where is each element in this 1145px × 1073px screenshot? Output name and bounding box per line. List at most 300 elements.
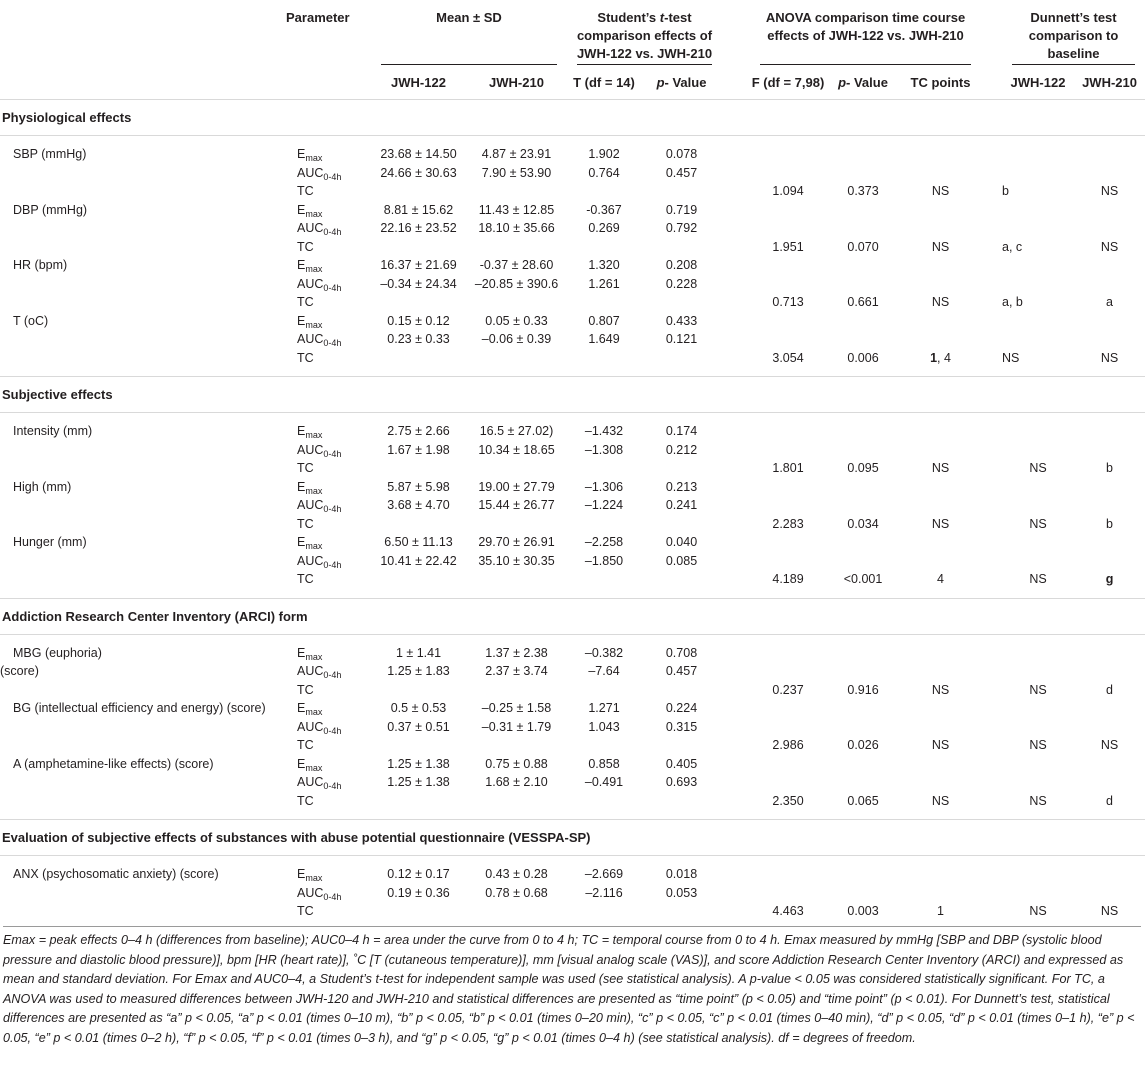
table-cell: 4.189 bbox=[772, 572, 804, 586]
table-cell bbox=[981, 422, 1002, 441]
section-heading bbox=[0, 598, 1145, 634]
table-cell: a bbox=[1106, 295, 1113, 309]
table-cell bbox=[0, 330, 283, 349]
table-cell: 4.463 bbox=[772, 904, 804, 918]
table-cell bbox=[0, 293, 283, 312]
table-cell bbox=[1002, 496, 1074, 515]
table-row bbox=[0, 145, 1145, 164]
table-cell bbox=[1074, 755, 1145, 774]
table-cell: NS bbox=[1029, 461, 1047, 475]
table-cell bbox=[750, 275, 826, 294]
table-cell: Physiological effects bbox=[0, 100, 1145, 136]
table-cell bbox=[371, 681, 466, 700]
table-cell bbox=[567, 681, 641, 700]
table-cell: 0-4h bbox=[323, 891, 342, 902]
anova-header: ANOVA comparison time course effects of JWH-122 vs. JWH-210 bbox=[750, 0, 981, 65]
table-cell bbox=[722, 293, 750, 312]
table-cell: max bbox=[305, 430, 323, 440]
table-cell bbox=[0, 634, 1145, 644]
table-cell bbox=[371, 792, 466, 811]
table-cell: 6.50 ± 11.13 bbox=[384, 535, 453, 549]
table-cell: AUC bbox=[297, 442, 324, 457]
table-row bbox=[0, 164, 1145, 183]
table-cell bbox=[750, 699, 826, 718]
table-cell bbox=[981, 755, 1002, 774]
table-cell bbox=[981, 865, 1002, 884]
table-cell bbox=[722, 312, 750, 331]
table-cell: 0.12 ± 0.17 bbox=[387, 867, 450, 881]
table-cell: –1.850 bbox=[584, 553, 624, 568]
table-cell: 0-4h bbox=[323, 781, 342, 791]
table-cell bbox=[1002, 865, 1074, 884]
table-cell bbox=[567, 459, 641, 478]
table-cell: NS bbox=[931, 239, 950, 254]
table-cell: 22.16 ± 23.52 bbox=[380, 221, 457, 235]
table-cell bbox=[900, 275, 981, 294]
table-cell: Hunger (mm) bbox=[13, 535, 87, 549]
table-cell: p bbox=[656, 74, 665, 90]
p-value-col bbox=[641, 65, 722, 99]
table-cell: TC bbox=[297, 184, 314, 198]
table-cell bbox=[722, 349, 750, 368]
ttest-header bbox=[567, 0, 722, 65]
table-cell bbox=[750, 718, 826, 737]
table-row bbox=[0, 515, 1145, 534]
table-row bbox=[0, 478, 1145, 497]
table-cell bbox=[283, 145, 371, 164]
table-cell bbox=[466, 736, 567, 755]
table-cell: –1.306 bbox=[584, 479, 624, 494]
table-cell: 0.034 bbox=[847, 516, 879, 531]
table-cell bbox=[0, 884, 283, 903]
table-cell bbox=[0, 810, 1145, 820]
table-cell: - Value bbox=[664, 74, 707, 90]
table-cell bbox=[466, 681, 567, 700]
table-cell: 0.23 ± 0.33 bbox=[387, 332, 450, 346]
tc-points-col: TC points bbox=[910, 74, 971, 90]
table-cell: d bbox=[1106, 793, 1113, 808]
table-cell bbox=[1002, 773, 1074, 792]
table-cell bbox=[1002, 201, 1074, 220]
table-cell: a, b bbox=[1002, 295, 1023, 309]
table-cell: 19.00 ± 27.79 bbox=[478, 479, 555, 494]
table-cell: E bbox=[297, 479, 306, 494]
table-cell bbox=[283, 478, 371, 497]
table-cell: BG (intellectual efficiency and energy) (score) bbox=[13, 701, 266, 715]
table-cell bbox=[0, 570, 283, 589]
table-cell: –0.31 ± 1.79 bbox=[481, 719, 552, 734]
table-cell bbox=[722, 699, 750, 718]
table-cell bbox=[981, 238, 1002, 257]
table-cell bbox=[722, 496, 750, 515]
table-cell bbox=[981, 496, 1002, 515]
table-cell bbox=[1074, 478, 1145, 497]
table-cell: TC bbox=[297, 516, 314, 531]
table-cell bbox=[1002, 644, 1074, 663]
table-cell bbox=[641, 293, 722, 312]
table-cell bbox=[1002, 275, 1074, 294]
table-cell: -test comparison effects of JWH-122 vs. JWH-210 bbox=[576, 10, 713, 61]
table-cell bbox=[981, 275, 1002, 294]
table-cell: 1.271 bbox=[588, 701, 620, 715]
table-cell bbox=[371, 238, 466, 257]
table-footnote: Emax = peak effects 0–4 h (differences from baseline); AUC0–4 h = area under the curve from 0 to 4 h; TC = temporal course from 0 to 4 h. Emax measured by mmHg [SBP and DBP (systolic blood pressure and diastolic blood pressure)], bpm [HR (heart rate)], ˚C [T (cutaneous temperature)], mm [visual analog scale (VAS)], and score Addiction Research Center Inventory (ARCI) and expressed as mean and standard deviation. For Emax and AUC0–4, a Student’s t-test for independent sample was used (see statistical analysis). A p-value < 0.05 was considered statistically significant. For TC, a ANOVA was used to measured differences between JWH-120 and JWH-210 and statistical differences are presented as “time point” (p < 0.05) and “time point” (p < 0.01). For Dunnett’s test, statistical differences are presented as “a” p < 0.05, “a” p < 0.01 (times 0–10 m), “b” p < 0.05, “b” p < 0.01 (times 0–20 min), “c” p < 0.05, “c” p < 0.01 (times 0–40 min), “d” p < 0.05, “d” p < 0.01 (times 0–1 h), “e” p < 0.05, “e” p < 0.01 (times 0–2 h), “f” p < 0.05, “f” p < 0.01 (times 0–3 h), and “g” p < 0.05, “g” p < 0.01 (times 0–4 h) (see statistical analysis). df = degrees of freedom. bbox=[3, 926, 1141, 1048]
table-cell: 0-4h bbox=[323, 171, 342, 182]
table-cell: 0.5 ± 0.53 bbox=[390, 701, 447, 715]
table-cell: 35.10 ± 30.35 bbox=[478, 553, 555, 568]
table-cell: 1.261 bbox=[588, 276, 620, 291]
table-cell: - Value bbox=[846, 74, 888, 90]
table-cell bbox=[981, 145, 1002, 164]
table-cell bbox=[981, 0, 1002, 65]
table-row bbox=[0, 902, 1145, 921]
table-cell: <0.001 bbox=[843, 572, 883, 586]
table-row bbox=[0, 533, 1145, 552]
table-cell bbox=[722, 256, 750, 275]
table-cell: 8.81 ± 15.62 bbox=[383, 202, 454, 217]
table-cell bbox=[900, 422, 981, 441]
table-cell bbox=[567, 570, 641, 589]
table-cell bbox=[722, 330, 750, 349]
table-cell bbox=[641, 182, 722, 201]
table-row bbox=[0, 865, 1145, 884]
section-heading bbox=[0, 820, 1145, 856]
table-cell: Subjective effects bbox=[0, 377, 1145, 413]
table-cell bbox=[283, 422, 371, 441]
table-cell bbox=[0, 65, 283, 99]
table-cell: 0.807 bbox=[588, 313, 620, 328]
table-row bbox=[0, 884, 1145, 903]
table-cell bbox=[283, 164, 371, 183]
table-cell bbox=[981, 681, 1002, 700]
table-cell: ANX (psychosomatic anxiety) (score) bbox=[13, 867, 219, 881]
table-cell bbox=[722, 145, 750, 164]
table-cell: max bbox=[305, 319, 323, 330]
table-cell bbox=[750, 164, 826, 183]
table-cell bbox=[722, 441, 750, 460]
table-cell: TC bbox=[297, 461, 314, 475]
table-cell bbox=[750, 662, 826, 681]
table-cell: NS bbox=[1100, 738, 1119, 752]
table-cell: 0.095 bbox=[847, 461, 879, 475]
table-cell bbox=[826, 662, 900, 681]
table-cell bbox=[641, 902, 722, 921]
table-row bbox=[0, 182, 1145, 201]
table-cell: E bbox=[297, 147, 306, 161]
table-cell bbox=[981, 256, 1002, 275]
table-cell: max bbox=[305, 707, 323, 717]
table-cell: 4 bbox=[937, 572, 944, 586]
table-cell bbox=[722, 681, 750, 700]
table-cell: 0.764 bbox=[588, 165, 620, 180]
table-cell bbox=[1002, 312, 1074, 331]
table-cell: TC bbox=[297, 295, 314, 309]
table-cell bbox=[0, 792, 283, 811]
table-cell bbox=[981, 459, 1002, 478]
table-row bbox=[0, 330, 1145, 349]
table-cell: 15.44 ± 26.77 bbox=[478, 498, 555, 512]
table-cell bbox=[283, 552, 371, 571]
table-cell: 0.37 ± 0.51 bbox=[387, 719, 450, 734]
table-cell: NS bbox=[1100, 184, 1119, 198]
table-cell bbox=[722, 533, 750, 552]
table-cell bbox=[981, 219, 1002, 238]
table-cell: 0-4h bbox=[323, 559, 342, 570]
table-row bbox=[0, 644, 1145, 663]
table-cell bbox=[981, 293, 1002, 312]
table-cell bbox=[1074, 145, 1145, 164]
table-cell: max bbox=[305, 485, 323, 496]
table-cell: MBG (euphoria) bbox=[13, 645, 102, 660]
table-cell bbox=[750, 496, 826, 515]
table-cell bbox=[900, 145, 981, 164]
table-cell bbox=[466, 293, 567, 312]
table-cell bbox=[981, 902, 1002, 921]
table-cell: NS bbox=[1029, 682, 1047, 697]
table-cell bbox=[750, 552, 826, 571]
table-cell: 0.208 bbox=[665, 258, 698, 272]
table-cell bbox=[283, 644, 371, 663]
table-cell: d bbox=[1106, 682, 1113, 697]
table-cell: 2.283 bbox=[772, 516, 804, 531]
table-cell: 5.87 ± 5.98 bbox=[387, 479, 450, 494]
table-cell: 16.37 ± 21.69 bbox=[380, 258, 457, 272]
table-cell bbox=[826, 884, 900, 903]
table-row bbox=[0, 718, 1145, 737]
table-cell bbox=[900, 699, 981, 718]
table-row bbox=[0, 238, 1145, 257]
table-cell bbox=[981, 570, 1002, 589]
table-cell bbox=[981, 441, 1002, 460]
table-cell bbox=[826, 478, 900, 497]
table-cell bbox=[1074, 865, 1145, 884]
table-cell: 0.713 bbox=[772, 295, 804, 309]
table-cell bbox=[0, 136, 1145, 146]
table-cell bbox=[0, 0, 283, 65]
table-row bbox=[0, 349, 1145, 368]
table-cell bbox=[900, 330, 981, 349]
table-cell: 2.37 ± 3.74 bbox=[485, 664, 548, 678]
table-cell: 0-4h bbox=[323, 448, 342, 459]
table-cell: AUC bbox=[297, 498, 324, 512]
table-cell: 0.78 ± 0.68 bbox=[485, 885, 548, 900]
table-cell: Intensity (mm) bbox=[13, 424, 93, 438]
table-cell bbox=[1002, 478, 1074, 497]
table-cell bbox=[826, 718, 900, 737]
table-cell bbox=[900, 201, 981, 220]
table-cell: 16.5 ± 27.02) bbox=[479, 424, 554, 438]
table-cell: 0.065 bbox=[847, 793, 879, 808]
table-cell: 0-4h bbox=[323, 670, 342, 680]
table-cell bbox=[981, 773, 1002, 792]
table-cell bbox=[641, 238, 722, 257]
table-cell bbox=[466, 792, 567, 811]
table-cell: 0-4h bbox=[323, 227, 342, 237]
table-row bbox=[0, 496, 1145, 515]
table-cell bbox=[567, 792, 641, 811]
table-cell bbox=[1074, 422, 1145, 441]
table-cell: E bbox=[297, 313, 306, 328]
table-cell bbox=[722, 238, 750, 257]
table-cell: 11.43 ± 12.85 bbox=[478, 202, 555, 217]
table-cell: NS bbox=[1029, 904, 1047, 918]
table-cell: E bbox=[297, 645, 306, 660]
table-cell bbox=[900, 256, 981, 275]
table-cell bbox=[722, 515, 750, 534]
table-cell bbox=[283, 275, 371, 294]
table-cell bbox=[466, 902, 567, 921]
table-cell: NS bbox=[1029, 516, 1047, 531]
table-cell bbox=[1074, 773, 1145, 792]
table-cell bbox=[826, 441, 900, 460]
table-cell: –2.669 bbox=[584, 867, 624, 881]
table-cell bbox=[900, 349, 981, 368]
table-cell: E bbox=[297, 258, 306, 272]
table-cell bbox=[0, 552, 283, 571]
table-cell: t bbox=[659, 10, 665, 25]
table-cell: AUC bbox=[297, 775, 324, 789]
table-cell bbox=[0, 219, 283, 238]
table-cell: E bbox=[297, 424, 306, 438]
table-cell: 0.026 bbox=[847, 738, 879, 752]
table-cell: –1.432 bbox=[584, 424, 624, 438]
table-cell: 0.121 bbox=[665, 332, 698, 346]
table-cell bbox=[900, 552, 981, 571]
table-cell: 0.457 bbox=[665, 664, 698, 678]
table-cell bbox=[900, 219, 981, 238]
table-cell bbox=[750, 256, 826, 275]
table-cell bbox=[1074, 533, 1145, 552]
table-cell bbox=[283, 201, 371, 220]
table-cell: 0.792 bbox=[665, 221, 698, 235]
table-cell bbox=[1002, 718, 1074, 737]
table-cell bbox=[722, 552, 750, 571]
table-cell: 0.040 bbox=[665, 535, 698, 549]
table-cell: 24.66 ± 30.63 bbox=[380, 165, 457, 180]
jwh210-col: JWH-210 bbox=[489, 74, 544, 90]
table-cell bbox=[1002, 884, 1074, 903]
table-cell bbox=[567, 736, 641, 755]
table-row bbox=[0, 275, 1145, 294]
table-cell: 0.053 bbox=[665, 885, 698, 900]
table-cell: 1.094 bbox=[772, 184, 804, 198]
table-cell bbox=[750, 884, 826, 903]
table-cell: 4.87 ± 23.91 bbox=[481, 147, 552, 161]
table-cell bbox=[750, 312, 826, 331]
table-cell: NS bbox=[931, 295, 950, 309]
table-cell bbox=[466, 182, 567, 201]
table-cell: 0-4h bbox=[323, 504, 342, 514]
table-cell: AUC bbox=[297, 332, 324, 346]
table-cell bbox=[722, 718, 750, 737]
table-cell bbox=[750, 533, 826, 552]
table-cell: NS bbox=[1029, 793, 1047, 808]
table-cell bbox=[722, 773, 750, 792]
table-cell: HR (bpm) bbox=[13, 258, 68, 272]
table-cell bbox=[0, 182, 283, 201]
table-cell bbox=[722, 644, 750, 663]
table-cell bbox=[900, 496, 981, 515]
section-heading bbox=[0, 100, 1145, 136]
table-cell: 1.67 ± 1.98 bbox=[387, 442, 450, 457]
table-cell bbox=[722, 662, 750, 681]
table-cell bbox=[750, 441, 826, 460]
table-cell bbox=[900, 884, 981, 903]
table-cell: NS bbox=[1002, 350, 1020, 365]
table-cell: 0.19 ± 0.36 bbox=[387, 885, 450, 900]
table-cell: 0.085 bbox=[665, 553, 698, 568]
table-cell: 1 ± 1.41 bbox=[395, 645, 442, 660]
table-cell: 0.916 bbox=[847, 682, 879, 697]
header-row-1 bbox=[0, 0, 1145, 65]
table-cell bbox=[981, 533, 1002, 552]
table-row bbox=[0, 681, 1145, 700]
table-cell bbox=[826, 533, 900, 552]
table-cell: 0.708 bbox=[665, 645, 698, 660]
table-cell: 1 bbox=[937, 904, 944, 918]
table-cell: 0.719 bbox=[665, 202, 698, 217]
table-cell: 2.75 ± 2.66 bbox=[387, 424, 450, 438]
table-cell bbox=[466, 238, 567, 257]
table-cell bbox=[1002, 533, 1074, 552]
table-cell: 10.41 ± 22.42 bbox=[380, 553, 457, 568]
table-row bbox=[0, 552, 1145, 571]
table-cell: –0.25 ± 1.58 bbox=[481, 701, 552, 715]
table-cell bbox=[641, 570, 722, 589]
table-cell: 0.269 bbox=[588, 221, 620, 235]
table-cell bbox=[826, 219, 900, 238]
table-cell: 10.34 ± 18.65 bbox=[478, 442, 555, 457]
table-cell bbox=[283, 865, 371, 884]
table-cell bbox=[826, 312, 900, 331]
table-cell bbox=[981, 699, 1002, 718]
table-cell: NS bbox=[931, 516, 950, 531]
table-cell bbox=[283, 755, 371, 774]
table-cell: 0-4h bbox=[323, 338, 342, 348]
table-cell: –0.34 ± 24.34 bbox=[380, 276, 457, 291]
table-row bbox=[0, 219, 1145, 238]
table-cell bbox=[641, 736, 722, 755]
table-cell: 1.37 ± 2.38 bbox=[485, 645, 548, 660]
table-cell: 3.054 bbox=[772, 350, 804, 365]
table-cell bbox=[722, 219, 750, 238]
table-row bbox=[0, 736, 1145, 755]
table-cell bbox=[0, 164, 283, 183]
table-cell bbox=[283, 718, 371, 737]
table-cell: AUC bbox=[297, 553, 324, 568]
table-cell bbox=[750, 330, 826, 349]
table-cell: 0-4h bbox=[323, 282, 342, 293]
table-cell bbox=[722, 865, 750, 884]
table-cell bbox=[722, 201, 750, 220]
jwh122-col: JWH-122 bbox=[391, 74, 446, 90]
table-cell bbox=[1074, 496, 1145, 515]
table-cell bbox=[981, 201, 1002, 220]
table-cell: 1.951 bbox=[772, 239, 804, 254]
table-cell: Student’s bbox=[597, 10, 660, 25]
table-cell bbox=[750, 478, 826, 497]
table-cell bbox=[0, 413, 1145, 423]
table-row bbox=[0, 699, 1145, 718]
table-cell bbox=[1002, 662, 1074, 681]
table-cell bbox=[722, 0, 750, 65]
table-cell: 0.237 bbox=[772, 682, 804, 697]
table-cell bbox=[1074, 570, 1145, 589]
table-cell: –1.308 bbox=[584, 442, 624, 457]
table-cell bbox=[1002, 219, 1074, 238]
table-cell bbox=[750, 773, 826, 792]
table-cell bbox=[750, 219, 826, 238]
